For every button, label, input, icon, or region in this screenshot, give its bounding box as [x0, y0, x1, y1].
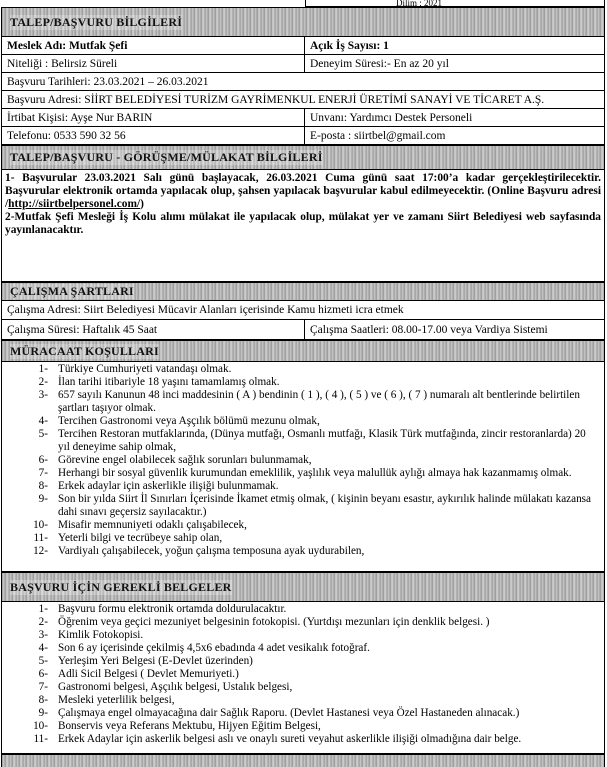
gorusme-paragraphs — [1, 170, 605, 282]
basvuru-adresi: Başvuru Adresi: SİİRT BELEDİYESİ TURİZM GAYRİMENKUL ENERJİ ÜRETİMİ SANAYİ VE TİCARET A.Ş. — [7, 93, 545, 106]
section-title-belgeler: BAŞVURU İÇİN GEREKLİ BELGELER — [10, 579, 232, 594]
list-item — [2, 720, 604, 733]
list-item — [2, 616, 604, 629]
list-item-number: 4- — [38, 415, 48, 427]
list-item-text: Görevine engel olabilecek sağlık sorunları bulunmamak, — [58, 454, 312, 466]
list-item-number: 2- — [38, 616, 48, 628]
list-item-text: Mesleki yeterlilik belgesi, — [58, 694, 175, 706]
list-item — [2, 629, 604, 642]
calisma-adresi: Çalışma Adresi: Siirt Belediyesi Mücavir Alanları içerisinde Kamu hizmeti icra etmek — [7, 304, 404, 316]
list-item — [2, 376, 604, 389]
list-item-number: 1- — [38, 603, 48, 615]
list-item — [2, 480, 604, 493]
list-item-number: 1- — [38, 363, 48, 375]
row-tarihler — [1, 73, 605, 91]
list-item-number: 8- — [38, 694, 48, 706]
list-item-text: Adli Sicil Belgesi ( Devlet Memuriyeti.) — [58, 668, 239, 680]
irtibat-kisisi: İrtibat Kişisi: Ayşe Nur BARIN — [2, 109, 305, 126]
row-telefon — [1, 127, 605, 145]
list-item-number: 4- — [38, 642, 48, 654]
list-item-number: 11- — [33, 532, 48, 544]
list-item-text: Yeterli bilgi ve tecrübeye sahip olan, — [58, 532, 223, 544]
section-title-talep: TALEP/BAŞVURU BİLGİLERİ — [10, 14, 183, 29]
list-item-number: 9- — [38, 707, 48, 719]
list-item — [2, 733, 604, 746]
section-header-calisma — [1, 282, 605, 301]
list-item-text: Son 6 ay içerisinde çekilmiş 4,5x6 ebadında 4 adet vesikalık fotoğraf. — [58, 642, 370, 654]
list-item-text: Yerleşim Yeri Belgesi (E-Devlet üzerinden) — [58, 655, 253, 667]
list-item-number: 10- — [33, 519, 48, 531]
row-nitelik — [1, 55, 605, 73]
list-item-text: Misafir memnuniyeti odaklı çalışabilecek, — [58, 519, 247, 531]
top-cut-text: Dilim : 2021 — [396, 0, 443, 7]
list-item — [2, 454, 604, 467]
list-item-number: 5- — [38, 655, 48, 667]
bottom-band — [1, 754, 605, 767]
list-item — [2, 642, 604, 655]
list-item — [2, 603, 604, 616]
list-item-number: 11- — [33, 733, 48, 745]
section-title-calisma: ÇALIŞMA ŞARTLARI — [10, 284, 134, 298]
row-adres — [1, 91, 605, 109]
gorusme-paragraph-1 — [5, 172, 601, 211]
list-item-text: Erkek Adaylar için askerlik belgesi aslı ve onaylı sureti veyahut askerlikle ilişiği olmadığına dair belge. — [58, 733, 522, 745]
list-item-text: Türkiye Cumhuriyeti vatandaşı olmak. — [58, 363, 232, 375]
row-calisma-adresi — [1, 301, 605, 320]
gorusme-paragraph-2: 2-Mutfak Şefi Mesleği İş Kolu alımı mülakat ile yapılacak olup, mülakat yer ve zamanı Siirt Belediyesi web sayfasında yayınlanacaktır. — [5, 211, 601, 236]
belgeler-list — [1, 602, 605, 754]
section-header-muracaat — [1, 340, 605, 362]
list-item-number: 9- — [38, 493, 48, 505]
list-item-number: 6- — [38, 668, 48, 680]
list-item — [2, 655, 604, 668]
list-item-text: Çalışmaya engel olmayacağına dair Sağlık Raporu. (Devlet Hastanesi veya Özel Hastaneden alınacak.) — [58, 707, 520, 719]
list-item-number: 5- — [38, 428, 48, 440]
row-calisma-sure — [1, 320, 605, 340]
section-header-gorusme — [1, 145, 605, 170]
list-item-text: Son bir yılda Siirt İl Sınırları İçerisinde İkamet etmiş olmak, ( kişinin beyanı esastır, aykırılık halinde mülakatı kazansa dahi sınavı geçersiz sayılacaktır.) — [58, 493, 592, 518]
list-item-number: 3- — [38, 389, 48, 401]
list-item — [2, 467, 604, 480]
list-item-text: Kimlik Fotokopisi. — [58, 629, 144, 641]
gorusme-p1-text: 1- Başvurular 23.03.2021 Salı günü başlayacak, 26.03.2021 Cuma günü saat 17:00’a kadar gerçekleştirilecektir. Başvurular elektronik ortamda yapılacak olup, şahsen yapılacak başvurular kabul edilmeyecektir. (Online Başvuru adresi / — [5, 172, 601, 210]
row-irtibat — [1, 109, 605, 127]
list-item-text: 657 sayılı Kanunun 48 inci maddesinin ( A ) bendinin ( 1 ), ( 4 ), ( 5 ) ve ( 6 ), ( 7 ) numaralı alt bentlerinde belirtilen şartları taşıyor olmak. — [58, 389, 580, 414]
list-item-number: 2- — [38, 376, 48, 388]
section-header-talep — [1, 7, 605, 37]
list-item — [2, 428, 604, 454]
list-item-number: 8- — [38, 480, 48, 492]
list-item-number: 12- — [33, 545, 48, 557]
top-cut-cell — [305, 0, 605, 7]
list-item-number: 7- — [38, 467, 48, 479]
list-item — [2, 681, 604, 694]
list-item-text: Öğrenim veya geçici mezuniyet belgesinin fotokopisi. (Yurtdışı mezunları için denklik belgesi. ) — [58, 616, 490, 628]
telefonu: Telefonu: 0533 590 32 56 — [2, 127, 305, 144]
list-item-text: Herhangi bir sosyal güvenlik kurumundan emeklilik, yaşlılık veya malullük aylığı almaya hak kazanmamış olmak. — [58, 467, 572, 479]
meslek-adi: Meslek Adı: Mutfak Şefi — [2, 37, 305, 54]
gorusme-p1-end: ) — [140, 198, 144, 210]
list-item-text: Gastronomi belgesi, Aşçılık belgesi, Ustalık belgesi, — [58, 681, 293, 693]
online-basvuru-link[interactable]: http://siirtbelpersonel.com/ — [8, 198, 141, 210]
section-title-muracaat: MÜRACAAT KOŞULLARI — [10, 343, 159, 358]
section-header-belgeler — [1, 572, 605, 602]
list-item-text: Vardiyalı çalışabilecek, yoğun çalışma temposuna ayak uydurabilen, — [58, 545, 365, 557]
list-item — [2, 694, 604, 707]
list-item — [2, 707, 604, 720]
list-item-number: 10- — [33, 720, 48, 732]
basvuru-tarihleri: Başvuru Tarihleri: 23.03.2021 – 26.03.2021 — [7, 75, 209, 88]
list-item-text: Başvuru formu elektronik ortamda doldurulacaktır. — [58, 603, 287, 615]
deneyim-suresi: Deneyim Süresi:- En az 20 yıl — [310, 57, 449, 70]
list-item-text: İlan tarihi itibariyle 18 yaşını tamamlamış olmak. — [58, 376, 280, 388]
calisma-suresi: Çalışma Süresi: Haftalık 45 Saat — [2, 320, 305, 339]
unvani: Unvanı: Yardımcı Destek Personeli — [310, 111, 473, 124]
acik-is-sayisi: Açık İş Sayısı: 1 — [310, 39, 389, 52]
calisma-saatleri: Çalışma Saatleri: 08.00-17.00 veya Vardiya Sistemi — [310, 323, 548, 336]
section-title-gorusme: TALEP/BAŞVURU - GÖRÜŞME/MÜLAKAT BİLGİLERİ — [10, 150, 323, 164]
list-item-text: Erkek adaylar için askerlikle ilişiği bulunmamak. — [58, 480, 279, 492]
list-item-number: 6- — [38, 454, 48, 466]
list-item — [2, 363, 604, 376]
list-item — [2, 389, 604, 415]
list-item-text: Tercihen Gastronomi veya Aşçılık bölümü mezunu olmak, — [58, 415, 320, 427]
list-item — [2, 493, 604, 519]
list-item — [2, 532, 604, 545]
list-item — [2, 668, 604, 681]
list-item-text: Tercihen Restoran mutfaklarında, (Dünya mutfağı, Osmanlı mutfağı, Klasik Türk mutfağında, zincir restoranlarda) 20 yıl deneyime sahip olmak, — [58, 428, 586, 453]
list-item — [2, 545, 604, 558]
niteligi: Niteliği : Belirsiz Süreli — [2, 55, 305, 72]
muracaat-list — [1, 362, 605, 572]
list-item-number: 3- — [38, 629, 48, 641]
row-meslek — [1, 37, 605, 55]
list-item-text: Bonservis veya Referans Mektubu, Hijyen Eğitim Belgesi, — [58, 720, 321, 732]
list-item-number: 7- — [38, 681, 48, 693]
list-item — [2, 519, 604, 532]
e-posta: E-posta : siirtbel@gmail.com — [310, 129, 446, 142]
list-item — [2, 415, 604, 428]
